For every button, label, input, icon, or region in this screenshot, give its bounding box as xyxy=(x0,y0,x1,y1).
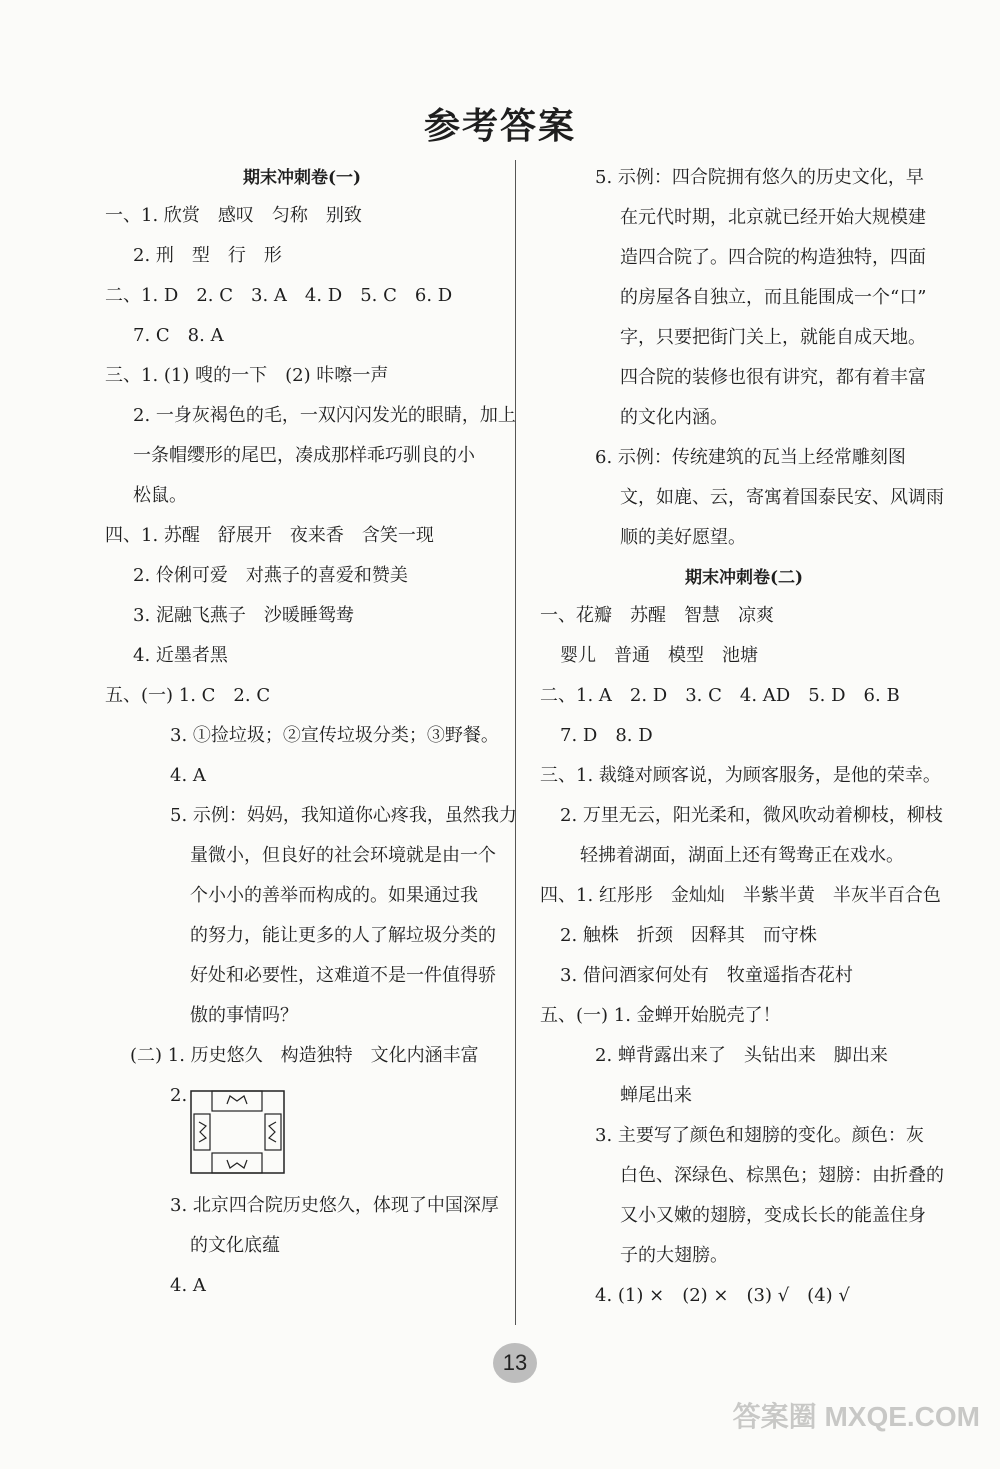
answer-line: 一、花瓣 苏醒 智慧 凉爽 xyxy=(540,605,774,626)
answer-line: 2. 蝉背露出来了 头钻出来 脚出来 xyxy=(595,1045,888,1066)
answer-line: 4. A xyxy=(170,1275,206,1296)
answer-line: 2. 伶俐可爱 对燕子的喜爱和赞美 xyxy=(133,565,408,586)
answer-line: 三、1. 裁缝对顾客说，为顾客服务，是他的荣幸。 xyxy=(540,765,941,786)
column-divider xyxy=(515,160,516,1325)
answer-line: 4. A xyxy=(170,765,206,786)
answer-line: 字，只要把街门关上，就能自成天地。 xyxy=(620,327,926,348)
east-door-icon xyxy=(269,1122,276,1142)
answer-line: 2. 刑 型 行 形 xyxy=(133,245,282,266)
answer-line: 3. 北京四合院历史悠久，体现了中国深厚 xyxy=(170,1195,499,1216)
answer-line: 白色、深绿色、棕黑色；翅膀：由折叠的 xyxy=(620,1165,944,1186)
answer-line: 的文化内涵。 xyxy=(620,407,728,428)
answer-line: 四、1. 苏醒 舒展开 夜来香 含笑一现 xyxy=(105,525,434,546)
answer-line: 在元代时期，北京就已经开始大规模建 xyxy=(620,207,926,228)
answer-line: 的努力，能让更多的人了解垃圾分类的 xyxy=(190,925,496,946)
answer-line: (二) 1. 历史悠久 构造独特 文化内涵丰富 xyxy=(130,1045,479,1066)
answer-line: 5. 示例：四合院拥有悠久的历史文化，早 xyxy=(595,167,924,188)
answer-line: 二、1. D 2. C 3. A 4. D 5. C 6. D xyxy=(105,285,453,306)
answer-line: 4. 近墨者黑 xyxy=(133,645,228,666)
answer-line: 的文化底蕴 xyxy=(190,1235,280,1256)
answer-line: 3. 主要写了颜色和翅膀的变化。颜色：灰 xyxy=(595,1125,924,1146)
answer-line: 好处和必要性，这难道不是一件值得骄 xyxy=(190,965,496,986)
answer-line: 一条帽缨形的尾巴，凑成那样乖巧驯良的小 xyxy=(133,445,475,466)
answer-line: 二、1. A 2. D 3. C 4. AD 5. D 6. B xyxy=(540,685,900,706)
west-house xyxy=(194,1114,210,1150)
answer-line: 7. C 8. A xyxy=(133,325,224,346)
answer-line: 松鼠。 xyxy=(133,485,187,506)
answer-line: 5. 示例：妈妈，我知道你心疼我，虽然我力 xyxy=(170,805,517,826)
answer-line: 又小又嫩的翅膀，变成长长的能盖住身 xyxy=(620,1205,926,1226)
siheyuan-diagram xyxy=(190,1090,285,1174)
section-heading-1: 期末冲刺卷(一) xyxy=(243,168,362,188)
answer-line: 四合院的装修也很有讲究，都有着丰富 xyxy=(620,367,926,388)
answer-line: 轻拂着湖面，湖面上还有鸳鸯正在戏水。 xyxy=(580,845,904,866)
answer-line: 造四合院了。四合院的构造独特，四面 xyxy=(620,247,926,268)
south-door-icon xyxy=(227,1160,247,1168)
answer-line: 3. 借问酒家何处有 牧童遥指杏花村 xyxy=(560,965,853,986)
answer-line: 个小小的善举而构成的。如果通过我 xyxy=(190,885,478,906)
page-number: 13 xyxy=(493,1343,537,1383)
answer-line: 7. D 8. D xyxy=(560,725,653,746)
outer-wall xyxy=(191,1091,284,1173)
answer-line: 四、1. 红彤彤 金灿灿 半紫半黄 半灰半百合色 xyxy=(540,885,941,906)
answer-line: 三、1. (1) 嗖的一下 (2) 咔嚓一声 xyxy=(105,365,389,386)
answer-line: 傲的事情吗？ xyxy=(190,1005,298,1026)
east-house xyxy=(265,1114,281,1150)
answer-line: 顺的美好愿望。 xyxy=(620,527,746,548)
answer-line: 2. xyxy=(170,1085,188,1106)
north-door-icon xyxy=(227,1096,247,1104)
answer-line: 文，如鹿、云，寄寓着国泰民安、风调雨 xyxy=(620,487,944,508)
answer-line: 子的大翅膀。 xyxy=(620,1245,728,1266)
answer-line: 一、1. 欣赏 感叹 匀称 别致 xyxy=(105,205,362,226)
answer-line: 五、(一) 1. C 2. C xyxy=(105,685,271,706)
west-door-icon xyxy=(199,1122,206,1142)
watermark-url: 答案圈 MXQE.COM xyxy=(732,1401,980,1432)
answer-line: 2. 触株 折颈 因释其 而守株 xyxy=(560,925,817,946)
answer-line: 6. 示例：传统建筑的瓦当上经常雕刻图 xyxy=(595,447,906,468)
answer-line: 3. ①捡垃圾；②宣传垃圾分类；③野餐。 xyxy=(170,725,499,746)
section-heading-2: 期末冲刺卷(二) xyxy=(685,568,804,588)
answer-line: 五、(一) 1. 金蝉开始脱壳了！ xyxy=(540,1005,781,1026)
page-title: 参考答案 xyxy=(423,105,576,147)
answer-line: 婴儿 普通 模型 池塘 xyxy=(560,645,758,666)
answer-line: 2. 一身灰褐色的毛，一双闪闪发光的眼睛，加上 xyxy=(133,405,516,426)
answer-line: 4. (1) × (2) × (3) √ (4) √ xyxy=(595,1285,850,1306)
answer-line: 蝉尾出来 xyxy=(620,1085,692,1106)
answer-line: 的房屋各自独立，而且能围成一个“口” xyxy=(620,287,927,308)
answer-line: 3. 泥融飞燕子 沙暖睡鸳鸯 xyxy=(133,605,354,626)
answer-line: 量微小，但良好的社会环境就是由一个 xyxy=(190,845,496,866)
answer-line: 2. 万里无云，阳光柔和，微风吹动着柳枝，柳枝 xyxy=(560,805,943,826)
